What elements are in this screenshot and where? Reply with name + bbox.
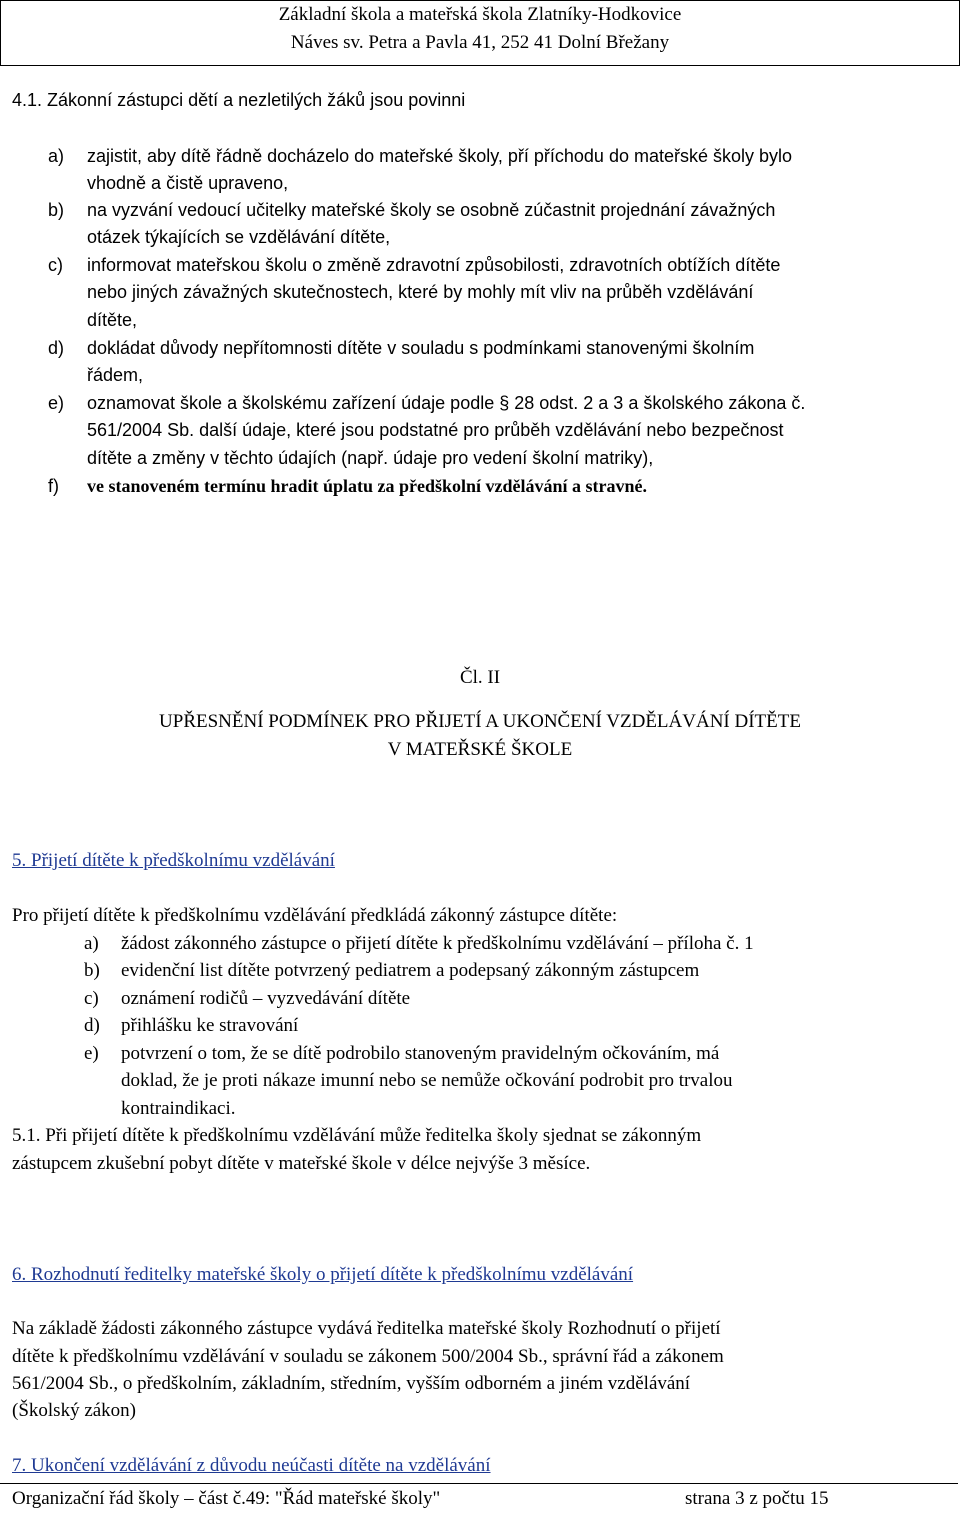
list-item-text: dítěte a změny v těchto údajích (např. údaje pro vedení školní matriky), [87, 448, 654, 468]
list-item-text: oznamovat škole a školskému zařízení údaje podle § 28 odst. 2 a 3 a školského zákona č. [87, 393, 806, 413]
school-address: Náves sv. Petra a Pavla 41, 252 41 Dolní Břežany [290, 32, 670, 53]
list-item-text: řádem, [87, 365, 144, 385]
list-item-text: nebo jiných závažných skutečnostech, které by mohly mít vliv na průběh vzdělávání [87, 282, 754, 302]
list-label: e) [48, 393, 65, 413]
list-label: a) [84, 933, 99, 954]
list-item-text: informovat mateřskou školu o změně zdravotní způsobilosti, zdravotních obtížích dítěte [87, 255, 781, 275]
list-label: c) [48, 255, 63, 275]
paragraph-6: (Školský zákon) [12, 1400, 137, 1421]
list-label: d) [48, 338, 65, 358]
list-item-text: přihlášku ke stravování [121, 1015, 299, 1036]
list-item-text: vhodně a čistě upraveno, [87, 173, 289, 193]
list-item-text: potvrzení o tom, že se dítě podrobilo stanoveným pravidelným očkováním, má [121, 1043, 720, 1064]
document-header [0, 0, 960, 66]
list-label: b) [84, 960, 100, 981]
list-item-text: žádost zákonného zástupce o přijetí dítěte k předškolnímu vzdělávání – příloha č. 1 [121, 933, 754, 954]
school-name: Základní škola a mateřská škola Zlatníky-Hodkovice [278, 4, 682, 25]
list-item-text: na vyzvání vedoucí učitelky mateřské školy se osobně zúčastnit projednání závažných [87, 200, 776, 220]
list-label: e) [84, 1043, 99, 1064]
list-item-text: zajistit, aby dítě řádně docházelo do mateřské školy, pří příchodu do mateřské školy bylo [87, 146, 793, 166]
list-item-text: evidenční list dítěte potvrzený pediatrem a podepsaný zákonným zástupcem [121, 960, 700, 981]
list-item-text: otázek týkajících se vzdělávání dítěte, [87, 227, 391, 247]
list-label: a) [48, 146, 65, 166]
paragraph-5-1: 5.1. Při přijetí dítěte k předškolnímu vzdělávání může ředitelka školy sjednat se zákonným [12, 1125, 702, 1146]
section-5-intro: Pro přijetí dítěte k předškolnímu vzdělávání předkládá zákonný zástupce dítěte: [12, 905, 618, 926]
paragraph-6: dítěte k předškolnímu vzdělávání v souladu se zákonem 500/2004 Sb., správní řád a zákonem [12, 1346, 724, 1367]
list-label: f) [48, 476, 59, 496]
paragraph-6: Na základě žádosti zákonného zástupce vydává ředitelka mateřské školy Rozhodnutí o přijetí [12, 1318, 721, 1339]
section-7-heading[interactable]: 7. Ukončení vzdělávání z důvodu neúčasti dítěte na vzdělávání [12, 1455, 491, 1476]
paragraph-6: 561/2004 Sb., o předškolním, základním, středním, vyšším odborném a jiném vzdělávání [12, 1373, 691, 1394]
page-footer [0, 1483, 958, 1514]
list-item-text-bold: ve stanoveném termínu hradit úplatu za předškolní vzdělávání a stravné. [87, 476, 648, 496]
section-6-heading[interactable]: 6. Rozhodnutí ředitelky mateřské školy o přijetí dítěte k předškolnímu vzdělávání [12, 1264, 634, 1285]
list-label: b) [48, 200, 65, 220]
footer-document-title: Organizační řád školy – část č.49: "Řád mateřské školy" [12, 1488, 441, 1509]
list-item-text: dítěte, [87, 310, 138, 330]
list-item-text: kontraindikaci. [121, 1098, 236, 1119]
list-label: c) [84, 988, 99, 1009]
list-item-text: dokládat důvody nepřítomnosti dítěte v souladu s podmínkami stanovenými školním [87, 338, 755, 358]
paragraph-5-1: zástupcem zkušební pobyt dítěte v mateřské škole v délce nejvýše 3 měsíce. [12, 1153, 591, 1174]
section-4-1-title: 4.1. Zákonní zástupci dětí a nezletilých žáků jsou povinni [12, 90, 466, 110]
list-item-text: doklad, že je proti nákaze imunní nebo se nemůže očkování podrobit pro trvalou [121, 1070, 733, 1091]
list-item-text: oznámení rodičů – vyzvedávání dítěte [121, 988, 411, 1009]
article-number: Čl. II [459, 667, 501, 688]
footer-page-number: strana 3 z počtu 15 [685, 1488, 829, 1509]
article-title: UPŘESNĚNÍ PODMÍNEK PRO PŘIJETÍ A UKONČENÍ VZDĚLÁVÁNÍ DÍTĚTE [159, 711, 801, 732]
article-title: V MATEŘSKÉ ŠKOLE [387, 739, 573, 760]
list-label: d) [84, 1015, 100, 1036]
list-item-text: 561/2004 Sb. další údaje, které jsou podstatné pro průběh vzdělávání nebo bezpečnost [87, 420, 784, 440]
section-5-heading[interactable]: 5. Přijetí dítěte k předškolnímu vzdělávání [12, 850, 335, 871]
